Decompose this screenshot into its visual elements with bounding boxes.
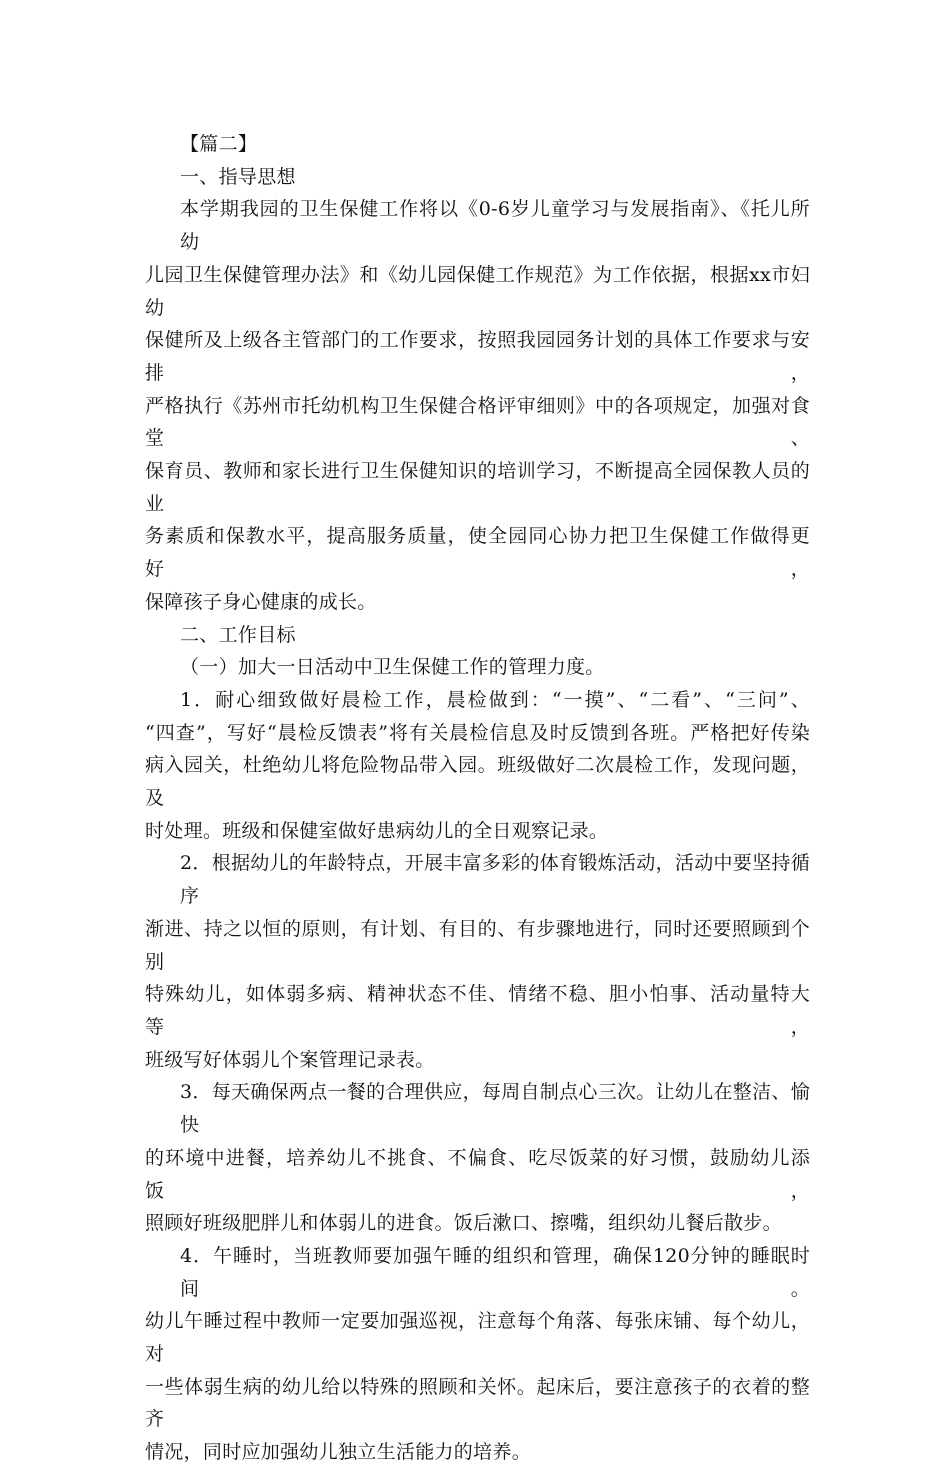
paragraph-line: 渐进、持之以恒的原则，有计划、有目的、有步骤地进行，同时还要照顾到个别: [145, 917, 810, 973]
paragraph-line: 2．根据幼儿的年龄特点，开展丰富多彩的体育锻炼活动，活动中要坚持循序: [180, 852, 810, 908]
document-body: [145, 128, 810, 1469]
item-physical-exercise: [145, 847, 810, 1076]
heading-work-goals: 二、工作目标: [180, 623, 296, 646]
paragraph-line: 时处理。班级和保健室做好患病幼儿的全日观察记录。: [145, 819, 609, 842]
item-nap-time: [145, 1240, 810, 1469]
paragraph-line: 3．每天确保两点一餐的合理供应，每周自制点心三次。让幼儿在整洁、愉快: [180, 1081, 810, 1137]
paragraph-line: 班级写好体弱儿个案管理记录表。: [145, 1048, 435, 1071]
paragraph-guiding-ideology: [145, 193, 810, 618]
paragraph-line: 本学期我园的卫生保健工作将以《0-6岁儿童学习与发展指南》、《托儿所幼: [180, 198, 810, 254]
paragraph-line: “四查”，写好“晨检反馈表”将有关晨检信息及时反馈到各班。严格把好传染: [145, 721, 810, 744]
paragraph-line: 保育员、教师和家长进行卫生保健知识的培训学习，不断提高全园保教人员的业: [145, 460, 810, 515]
paragraph-line: 情况，同时应加强幼儿独立生活能力的培养。: [145, 1441, 532, 1464]
section-heading: 【篇二】: [180, 133, 258, 155]
paragraph-line: 特殊幼儿，如体弱多病、精神状态不佳、情绪不稳、胆小怕事、活动量特大等，: [145, 983, 810, 1038]
paragraph-line: 4．午睡时，当班教师要加强午睡的组织和管理，确保120分钟的睡眠时间。: [180, 1244, 810, 1300]
sub-heading-management: （一）加大一日活动中卫生保健工作的管理力度。: [180, 656, 605, 679]
paragraph-line: 保健所及上级各主管部门的工作要求，按照我园园务计划的具体工作要求与安排，: [145, 329, 810, 384]
paragraph-line: 的环境中进餐，培养幼儿不挑食、不偏食、吃尽饭菜的好习惯，鼓励幼儿添饭，: [145, 1146, 810, 1202]
item-meals: [145, 1076, 810, 1240]
paragraph-line: 一些体弱生病的幼儿给以特殊的照顾和关怀。起床后，要注意孩子的衣着的整齐: [145, 1375, 810, 1431]
paragraph-line: 保障孩子身心健康的成长。: [145, 590, 377, 613]
paragraph-line: 幼儿午睡过程中教师一定要加强巡视，注意每个角落、每张床铺、每个幼儿，对: [145, 1310, 810, 1366]
paragraph-line: 1．耐心细致做好晨检工作，晨检做到：“一摸”、“二看”、“三问”、: [180, 688, 810, 711]
heading-guiding-ideology: 一、指导思想: [180, 165, 296, 188]
paragraph-line: 病入园关，杜绝幼儿将危险物品带入园。班级做好二次晨检工作，发现问题，及: [145, 754, 810, 810]
item-morning-check: [145, 684, 810, 848]
paragraph-line: 儿园卫生保健管理办法》和《幼儿园保健工作规范》为工作依据，根据xx市妇幼: [145, 263, 810, 319]
paragraph-line: 严格执行《苏州市托幼机构卫生保健合格评审细则》中的各项规定，加强对食堂、: [145, 394, 810, 450]
paragraph-line: 务素质和保教水平，提高服务质量，使全园同心协力把卫生保健工作做得更好，: [145, 525, 810, 581]
paragraph-line: 照顾好班级肥胖儿和体弱儿的进食。饭后漱口、擦嘴，组织幼儿餐后散步。: [145, 1212, 782, 1235]
